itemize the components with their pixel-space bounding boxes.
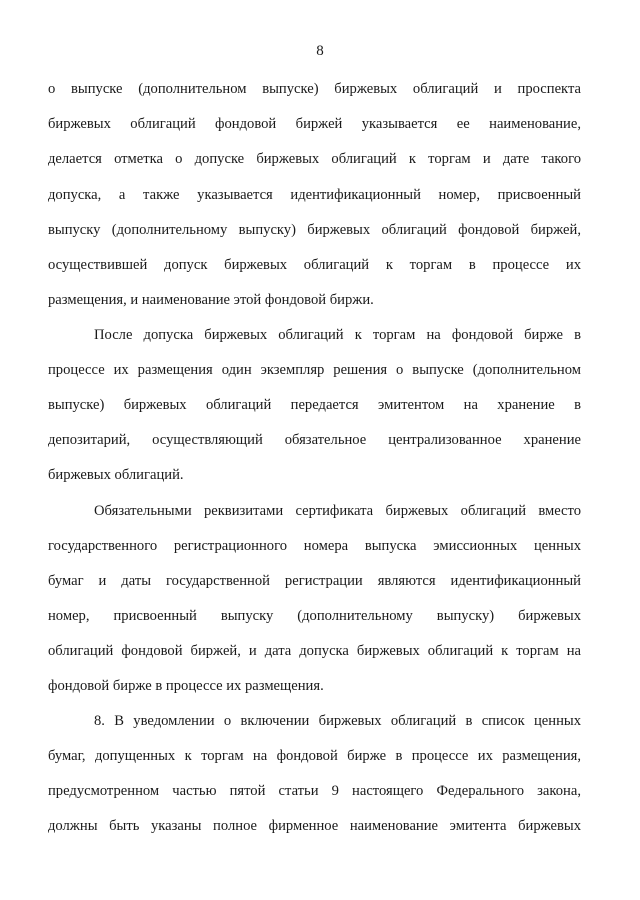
text-line: выпуске) биржевых облигаций передается эмитентом на хранение в [48, 397, 581, 413]
text-line: номер, присвоенный выпуску (дополнительному выпуску) биржевых [48, 608, 581, 624]
text-line: облигаций фондовой биржей, и дата допуска биржевых облигаций к торгам на [48, 643, 581, 659]
text-line: выпуску (дополнительному выпуску) биржевых облигаций фондовой биржей, [48, 222, 581, 238]
page-number: 8 [316, 43, 324, 59]
text-line: делается отметка о допуске биржевых облигаций к торгам и дате такого [48, 151, 581, 167]
text-line: бумаг и даты государственной регистрации являются идентификационный [48, 573, 581, 589]
text-line: биржевых облигаций фондовой биржей указывается ее наименование, [48, 116, 581, 132]
text-line: 8. В уведомлении о включении биржевых облигаций в список ценных [94, 713, 581, 729]
text-line: депозитарий, осуществляющий обязательное централизованное хранение [48, 432, 581, 448]
text-line: Обязательными реквизитами сертификата биржевых облигаций вместо [94, 503, 581, 519]
text-line: должны быть указаны полное фирменное наименование эмитента биржевых [48, 818, 581, 834]
text-line: допуска, а также указывается идентификационный номер, присвоенный [48, 187, 581, 203]
text-line: фондовой бирже в процессе их размещения. [48, 678, 324, 694]
text-line: бумаг, допущенных к торгам на фондовой бирже в процессе их размещения, [48, 748, 581, 764]
text-line: процессе их размещения один экземпляр решения о выпуске (дополнительном [48, 362, 581, 378]
text-line: предусмотренном частью пятой статьи 9 настоящего Федерального закона, [48, 783, 581, 799]
text-line: осуществившей допуск биржевых облигаций к торгам в процессе их [48, 257, 581, 273]
text-line: о выпуске (дополнительном выпуске) биржевых облигаций и проспекта [48, 81, 581, 97]
text-line: государственного регистрационного номера выпуска эмиссионных ценных [48, 538, 581, 554]
text-line: После допуска биржевых облигаций к торгам на фондовой бирже в [94, 327, 581, 343]
text-line: размещения, и наименование этой фондовой биржи. [48, 292, 374, 308]
text-line: биржевых облигаций. [48, 467, 184, 483]
